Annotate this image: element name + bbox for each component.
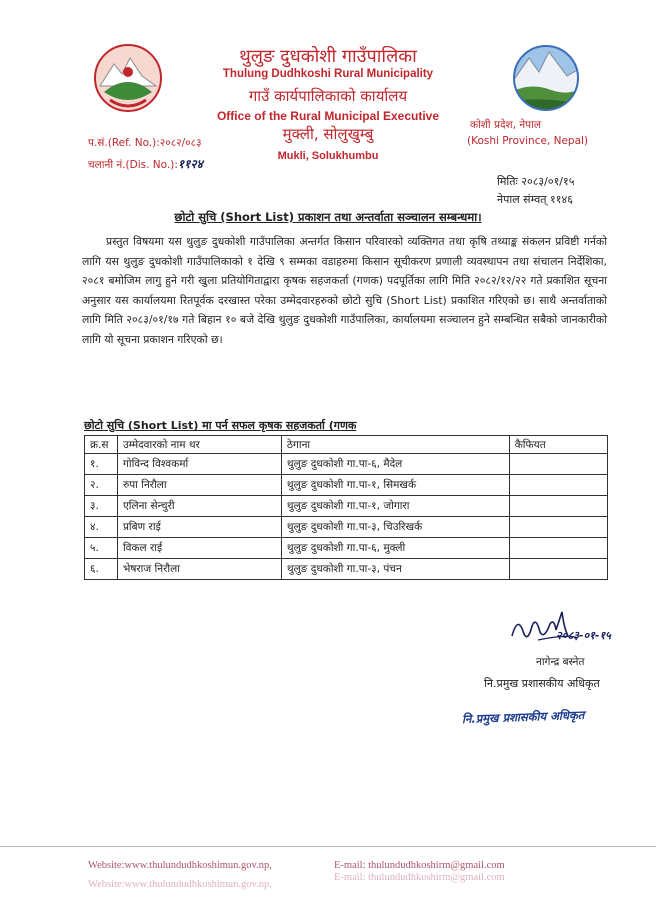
province-np: कोशी प्रदेश, नेपाल — [470, 119, 541, 131]
row-name: गोविन्द विश्वकर्मा — [117, 454, 281, 475]
header-sn: क्र.स — [85, 436, 118, 454]
row-remarks — [509, 559, 607, 580]
row-sn: १. — [85, 454, 118, 475]
header-remarks: कैफियत — [509, 436, 607, 454]
row-name: रुपा निरौला — [117, 475, 281, 496]
municipality-name-en: Thulung Dudhkoshi Rural Municipality — [222, 68, 434, 80]
footer-divider — [0, 846, 656, 847]
ref-number: प.सं.(Ref. No.):२०८२/०८३ — [88, 137, 202, 149]
row-address: थुलुङ दुधकोशी गा.पा-१, जोगारा — [281, 496, 509, 517]
row-remarks — [509, 538, 607, 559]
signature-date: २०८३-०१-१५ — [556, 629, 611, 642]
header-name: उम्मेदवारको नाम थर — [117, 436, 281, 454]
office-name-en: Office of the Rural Municipal Executive — [216, 109, 440, 123]
signatory-title: नि.प्रमुख प्रशासकीय अधिकृत — [484, 677, 600, 690]
dispatch-number — [88, 155, 203, 172]
official-stamp: नि.प्रमुख प्रशासकीय अधिकृत — [461, 707, 585, 727]
table-row — [85, 517, 608, 538]
table-row — [85, 496, 608, 517]
row-remarks — [509, 454, 607, 475]
row-sn: ५. — [85, 538, 118, 559]
row-sn: २. — [85, 475, 118, 496]
table-row — [85, 538, 608, 559]
dispatch-label: चलानी नं.(Dis. No.): — [88, 159, 178, 171]
subject: छोटो सुचि (Short List) प्रकाशन तथा अन्तर्वाता सञ्चालन सम्बन्धमा। — [174, 210, 482, 224]
footer-website-faded: Website:www.thulundudhkoshimun.gov.np, — [88, 879, 272, 890]
row-name: भेषराज निरौला — [117, 559, 281, 580]
row-name: विकल राई — [117, 538, 281, 559]
shortlist-table — [84, 435, 608, 580]
province-en: (Koshi Province, Nepal) — [467, 135, 589, 147]
row-address: थुलुङ दुधकोशी गा.पा-३, चिउरिखर्क — [281, 517, 509, 538]
footer-website: Website:www.thulundudhkoshimun.gov.np, — [88, 860, 272, 871]
row-remarks — [509, 475, 607, 496]
letter-date: मितिः २०८३/०१/१५ — [497, 175, 575, 188]
table-header-row — [85, 436, 608, 454]
row-sn: ३. — [85, 496, 118, 517]
table-row — [85, 559, 608, 580]
footer-email-faded: E-mail: thulundudhkoshirm@gmail.com — [334, 872, 505, 883]
table-row — [85, 454, 608, 475]
table-row — [85, 475, 608, 496]
row-name: प्रबिण राई — [117, 517, 281, 538]
row-remarks — [509, 517, 607, 538]
row-address: थुलुङ दुधकोशी गा.पा-६, मैदेल — [281, 454, 509, 475]
row-address: थुलुङ दुधकोशी गा.पा-१, सिमखर्क — [281, 475, 509, 496]
office-name-np: गाउँ कार्यपालिकाको कार्यालय — [248, 87, 408, 105]
row-name: एलिना सेन्चुरी — [117, 496, 281, 517]
nepal-sambat: नेपाल संम्वत् ११४६ — [497, 193, 573, 206]
row-remarks — [509, 496, 607, 517]
place-en: Mukli, Solukhumbu — [277, 150, 379, 162]
dispatch-value: ११२४ — [177, 157, 203, 171]
body-text: प्रस्तुत विषयमा यस थुलुङ दुधकोशी गाउँपालिका अन्तर्गत किसान परिवारको व्यक्तिगत तथा कृषि तथ्याङ्क संकलन प्रविष्टी गर्नको लागि यस थुलुङ दुधकोशी गाउँपालिकाको १ देखि ९ सम्मका वडाहरुमा किसान सूचीकरण प्रणाली व्यवस्थापन तथा संचालन निर्देशिका, २०८१ बमोजिम लागु हुने गरी खुला प्रतियोगिताद्वारा कृषक सहजकर्ता (गणक) पदपूर्तिका लागि मिति २०८२/१२/२२ गते प्रकाशित सूचना अनुसार यस कार्यालयमा रितपूर्वक दरखास्त परेका उम्मेदवारहरुको छोटो सुचि (Short List) प्रकाशित गरिएको छ। साथै अन्तर्वाताको लागि मिति २०८३/०१/१७ गते बिहान १० बजे देखि थुलुङ दुधकोशी गाउँपालिका, कार्यालयमा सञ्चालन हुने सम्बन्धित सबैको जानकारीको लागि यो सूचना प्रकाशन गरिएको छ। — [82, 235, 607, 346]
row-address: थुलुङ दुधकोशी गा.पा-३, पंचन — [281, 559, 509, 580]
row-sn: ४. — [85, 517, 118, 538]
footer-email: E-mail: thulundudhkoshirm@gmail.com — [334, 860, 505, 871]
body-paragraph — [82, 232, 607, 350]
municipality-name-np: थुलुङ दुधकोशी गाउँपालिका — [239, 46, 417, 67]
table-caption: छोटो सुचि (Short List) मा पर्न सफल कृषक सहजकर्ता (गणक — [84, 419, 357, 432]
header-address: ठेगाना — [281, 436, 509, 454]
place-np: मुक्ली, सोलुखुम्बु — [282, 125, 374, 143]
signatory-name: नागेन्द्र बस्नेत — [536, 656, 585, 668]
row-address: थुलुङ दुधकोशी गा.पा-६, मुक्ली — [281, 538, 509, 559]
row-sn: ६. — [85, 559, 118, 580]
